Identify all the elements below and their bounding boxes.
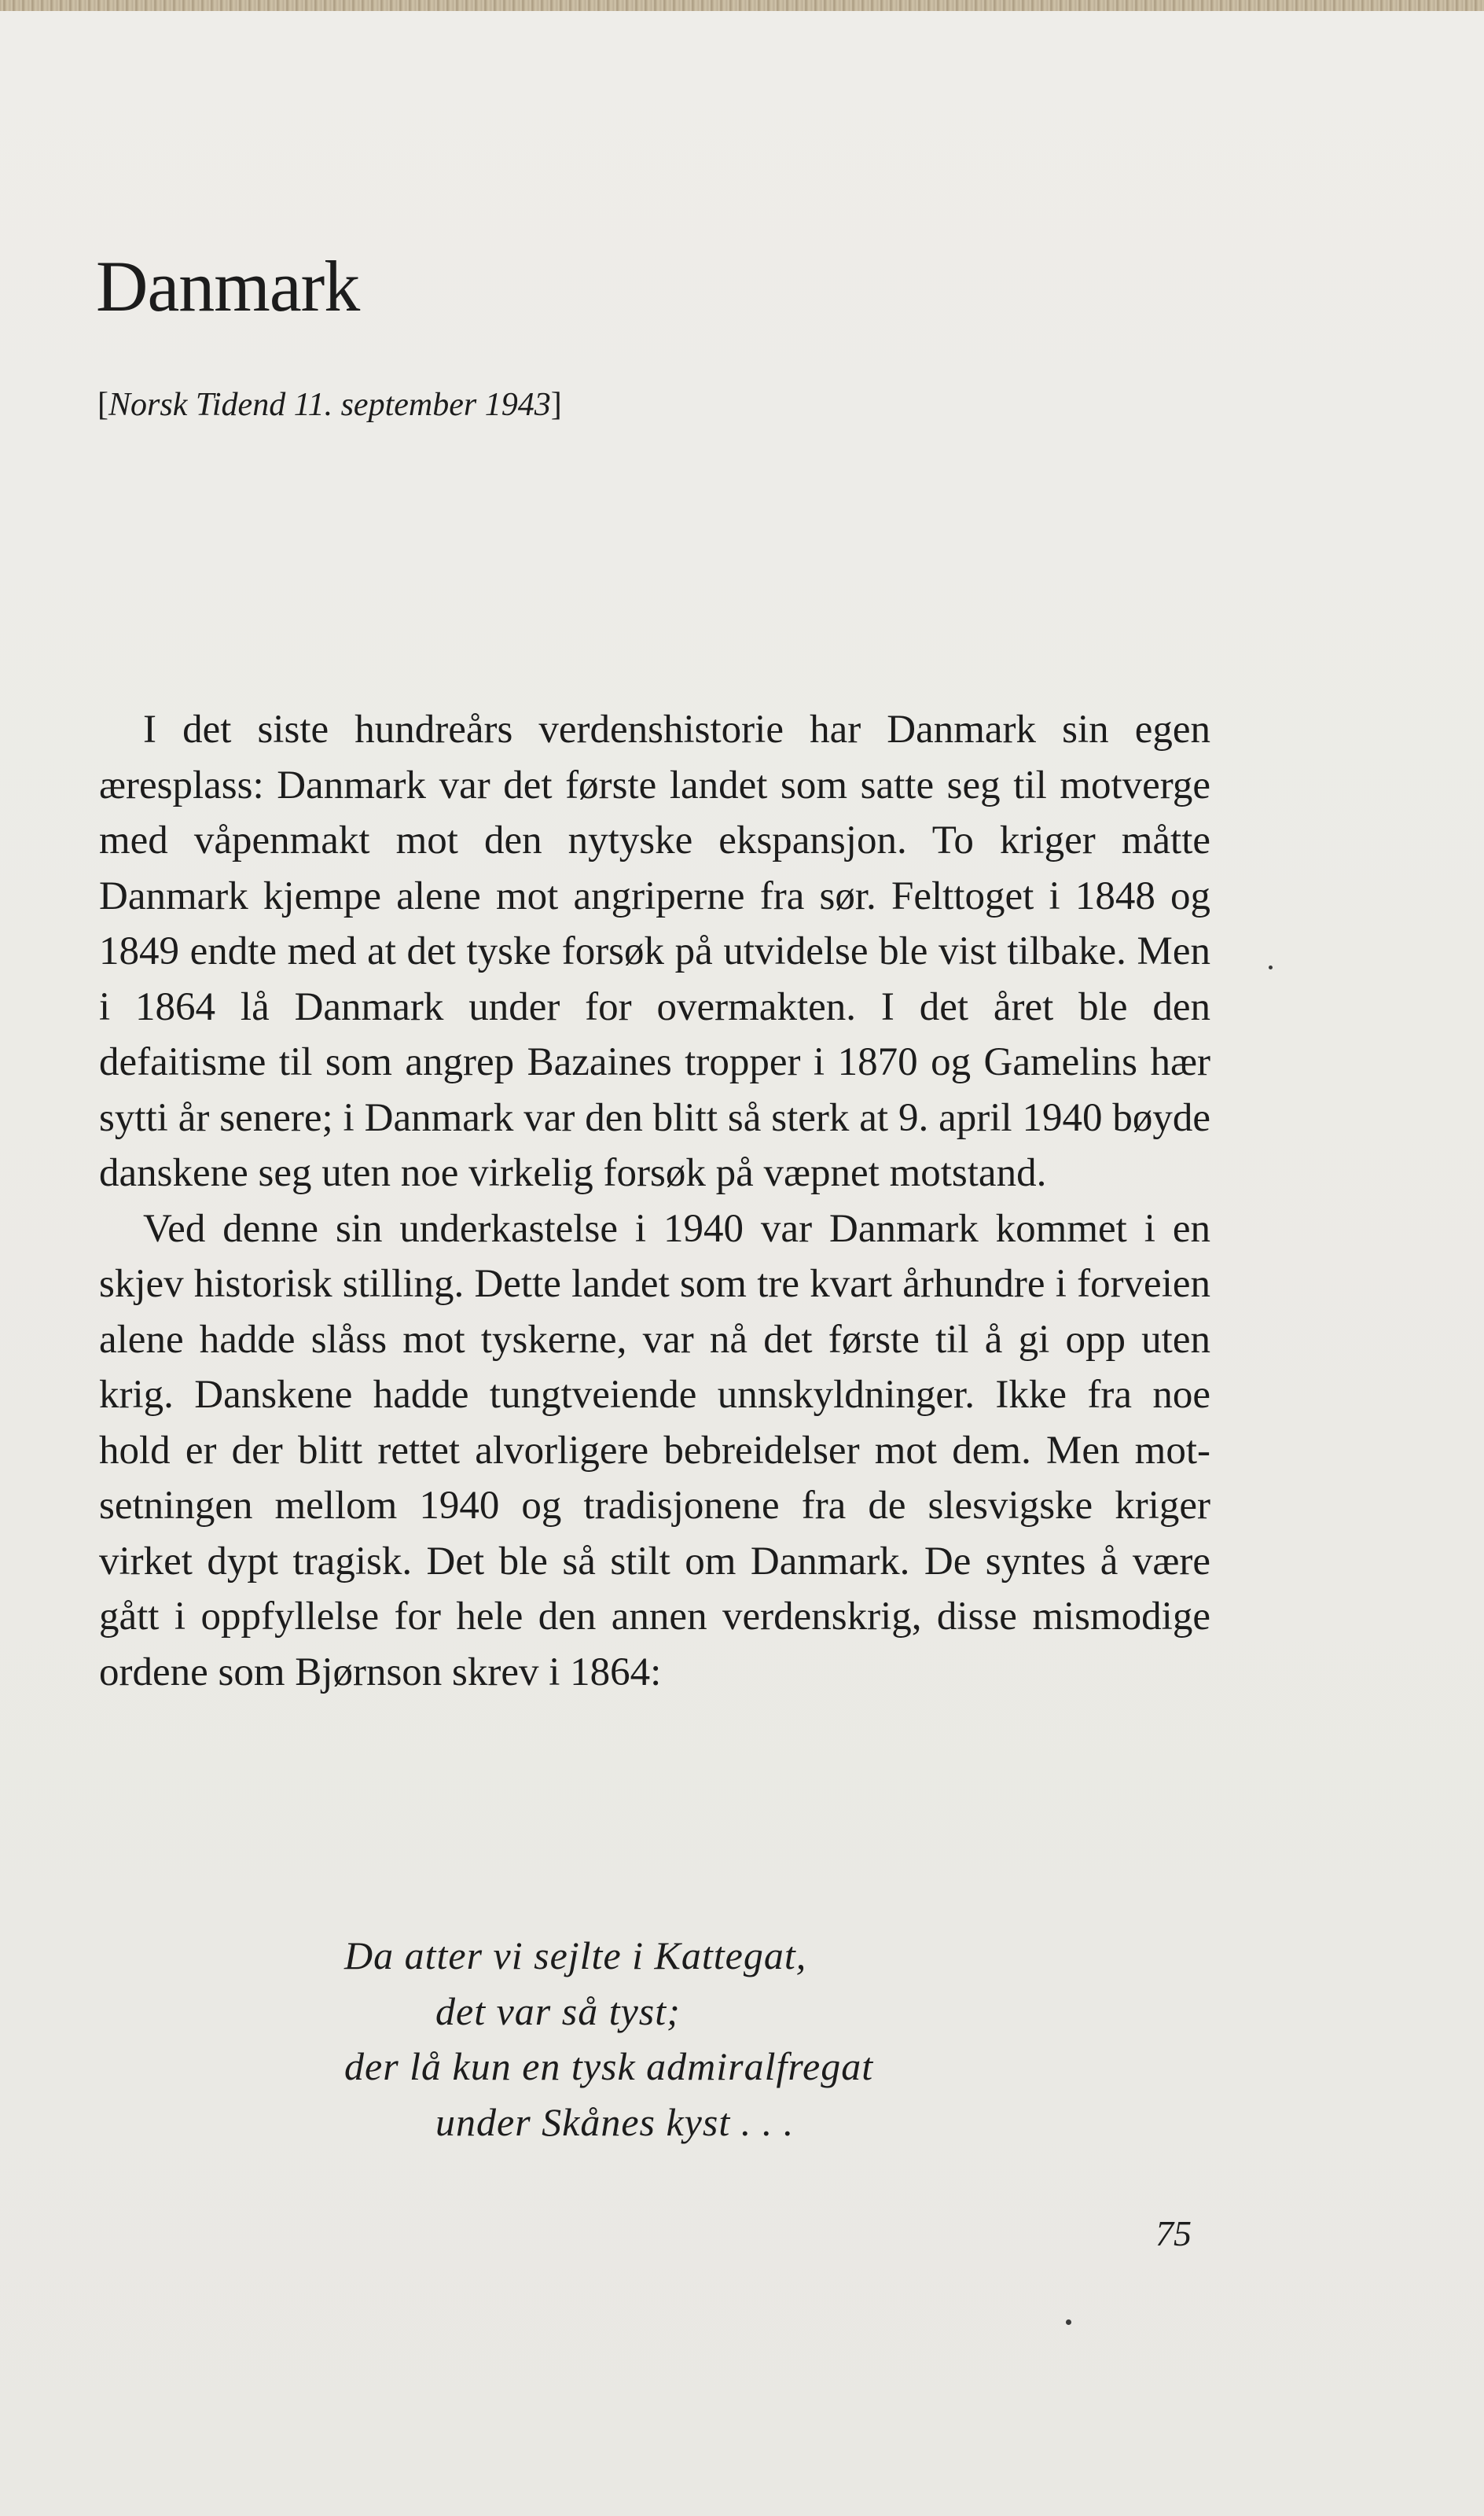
chapter-title: Danmark — [96, 246, 360, 326]
poem-line: Da atter vi sejlte i Kattegat, — [344, 1933, 807, 1977]
source-citation — [97, 385, 562, 425]
source-text: Norsk Tidend 11. september 1943 — [108, 387, 551, 423]
paragraph: I det siste hundreårs verdenshistorie har Danmark sin egen æresplass: Danmark var det første landet som satte seg til motverge med våpenmakt mot den nytyske ekspansjon. To kriger måtte Danmark kjempe alene mot angriperne fra sør. Felttoget i 1848 og 1849 endte med at det tyske forsøk på utvidelse ble vist tilbake. Men i 1864 lå Danmark under for overmakten. I det året ble den defaitisme til som angrep Bazaines tropper i 1870 og Gamelins hær sytti år senere; i Danmark var den blitt så sterk at 9. april 1940 bøyde danskene seg uten noe virkelig forsøk på væpnet motstand. — [99, 708, 1210, 1195]
poem-line: det var så tyst; — [435, 1988, 681, 2033]
paper-speck — [1269, 966, 1273, 969]
body-text — [99, 702, 1210, 1700]
poem-quote — [344, 1928, 873, 2150]
source-close-bracket: ] — [550, 387, 562, 423]
page-top-edge — [0, 0, 1484, 11]
source-open-bracket: [ — [97, 387, 108, 423]
paragraph: Ved denne sin underkastelse i 1940 var Danmark kommet i en skjev historisk stilling. Dette landet som tre kvart århundre i forveien alene hadde slåss mot tyskerne, var nå det første til å gi opp uten krig. Danskene hadde tungtveiende unnskyldninger. Ikke fra noe hold er der blitt rettet alvorligere bebreidelser mot dem. Men motsetningen mellom 1940 og tradisjonene fra de slesvigske kriger virket dypt tragisk. Det ble så stilt om Danmark. De syntes å være gått i oppfyllelse for hele den annen verdenskrig, disse mismodige ordene som Bjørnson skrev i 1864: — [99, 1206, 1210, 1694]
page-number: 75 — [1155, 2213, 1192, 2253]
poem-line: der lå kun en tysk admiralfregat — [344, 2044, 874, 2088]
paper-speck — [1066, 2319, 1071, 2325]
poem-line: under Skånes kyst . . . — [435, 2099, 795, 2144]
